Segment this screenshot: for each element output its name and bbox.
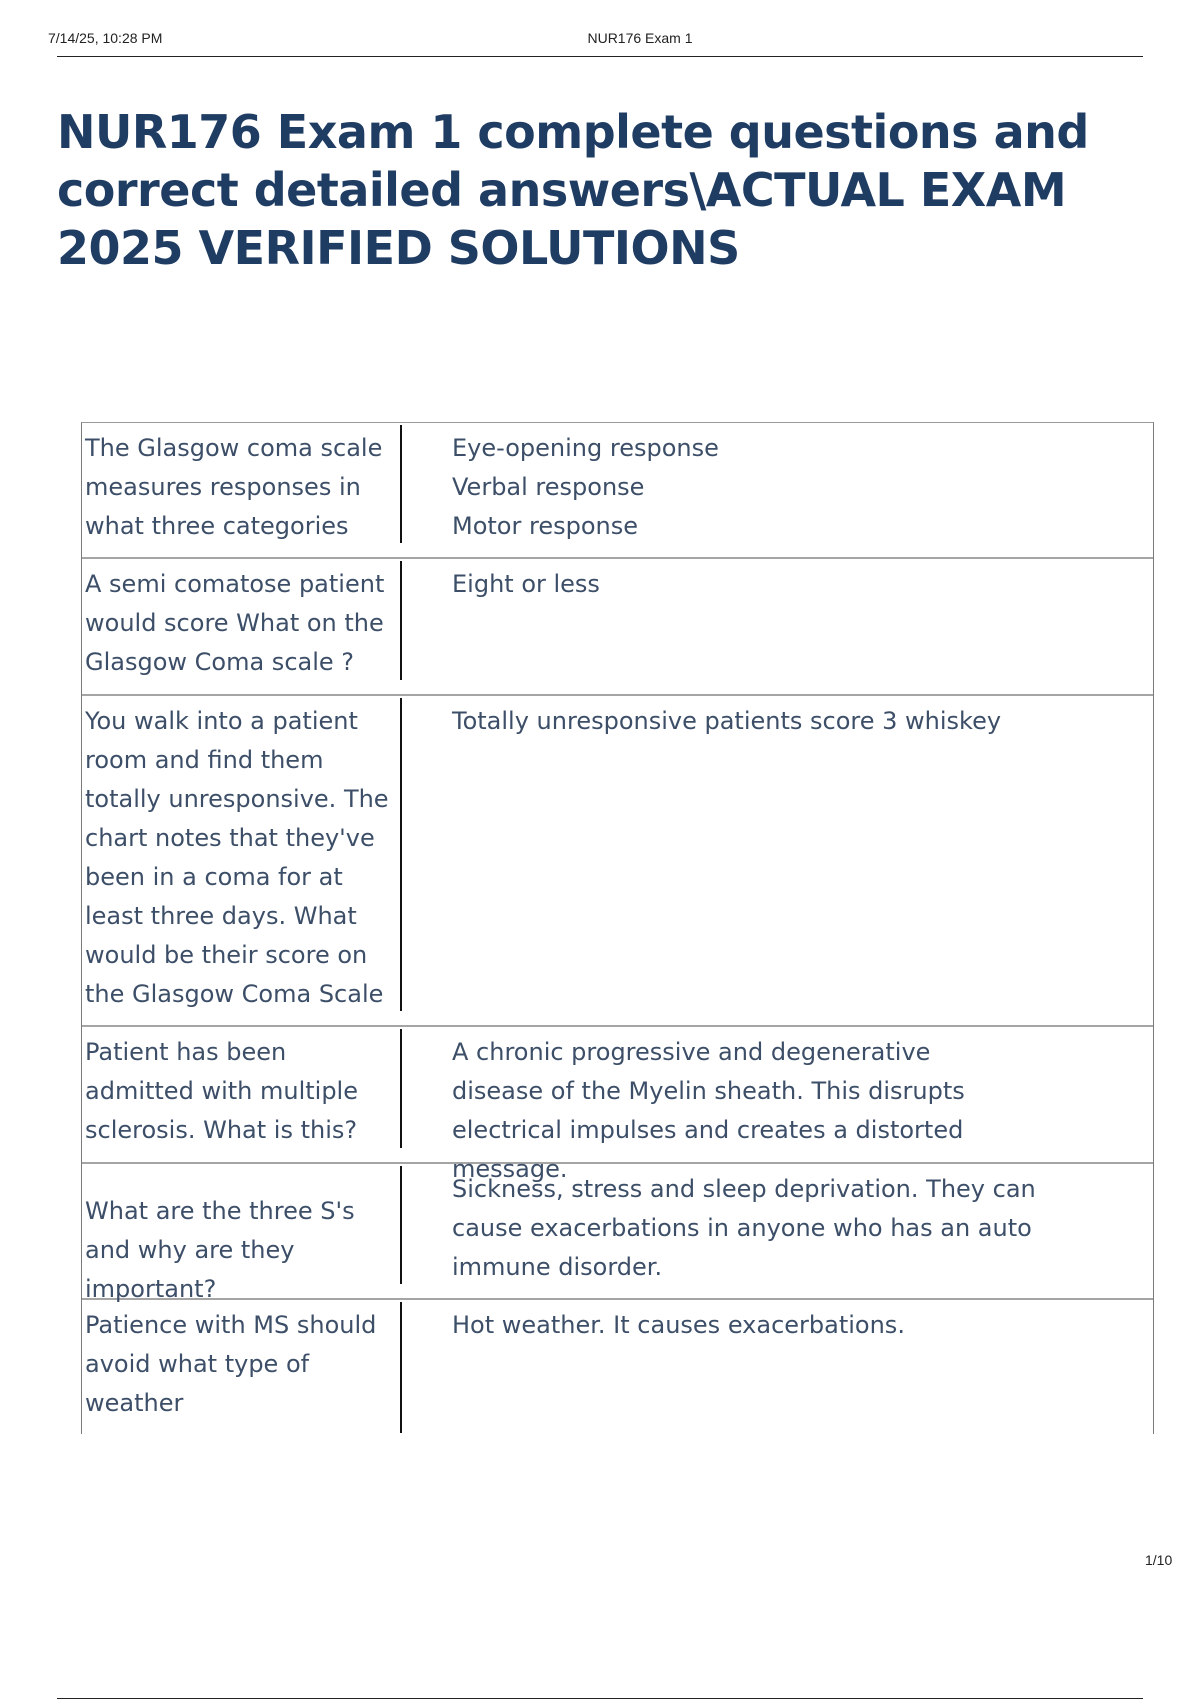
answer-text	[452, 561, 1133, 604]
document-title: NUR176 Exam 1 complete questions and correct detailed answers\ACTUAL EXAM 2025 VERIFIED SOLUTIONS	[57, 105, 1089, 275]
answer-text	[452, 425, 1133, 546]
answer-line: Hot weather. It causes exacerbations.	[452, 1311, 905, 1339]
answer-line: Motor response	[452, 512, 638, 540]
qa-row	[82, 423, 1153, 559]
answer-text	[452, 698, 1133, 741]
qa-row	[82, 1300, 1153, 1433]
answer-line: Eye-opening response	[452, 434, 719, 462]
qa-row	[82, 559, 1153, 696]
qa-row	[82, 1164, 1153, 1303]
answer-line: Totally unresponsive patients score 3 whiskey	[452, 707, 1002, 735]
print-doc-name: NUR176 Exam 1	[587, 30, 693, 46]
page-number: 1/10	[1145, 1552, 1173, 1568]
answer-line: Verbal response	[452, 473, 645, 501]
answer-line: A chronic progressive and degenerative disease of the Myelin sheath. This disrupts electrical impulses and creates a distorted message.	[452, 1038, 965, 1183]
question-text: You walk into a patient room and find them totally unresponsive. The chart notes that they've been in a coma for at least three days. What would be their score on the Glasgow Coma Scale	[84, 698, 402, 1011]
question-text: Patient has been admitted with multiple sclerosis. What is this?	[84, 1029, 402, 1148]
question-text: What are the three S's and why are they important?	[84, 1166, 402, 1284]
qa-table	[81, 422, 1154, 1434]
answer-text	[452, 1166, 1093, 1287]
qa-row	[82, 696, 1153, 1027]
footer-divider	[57, 1698, 1143, 1699]
header-divider	[57, 56, 1143, 57]
qa-row	[82, 1027, 1153, 1183]
question-text: The Glasgow coma scale measures responses in what three categories	[84, 425, 402, 543]
print-date: 7/14/25, 10:28 PM	[48, 30, 163, 46]
question-text: A semi comatose patient would score What on the Glasgow Coma scale ?	[84, 561, 402, 680]
question-text: Patience with MS should avoid what type of weather	[84, 1302, 402, 1433]
answer-line: Eight or less	[452, 570, 600, 598]
answer-line: Sickness, stress and sleep deprivation. They can cause exacerbations in anyone who has an auto immune disorder.	[452, 1175, 1036, 1281]
answer-text	[452, 1302, 1133, 1345]
